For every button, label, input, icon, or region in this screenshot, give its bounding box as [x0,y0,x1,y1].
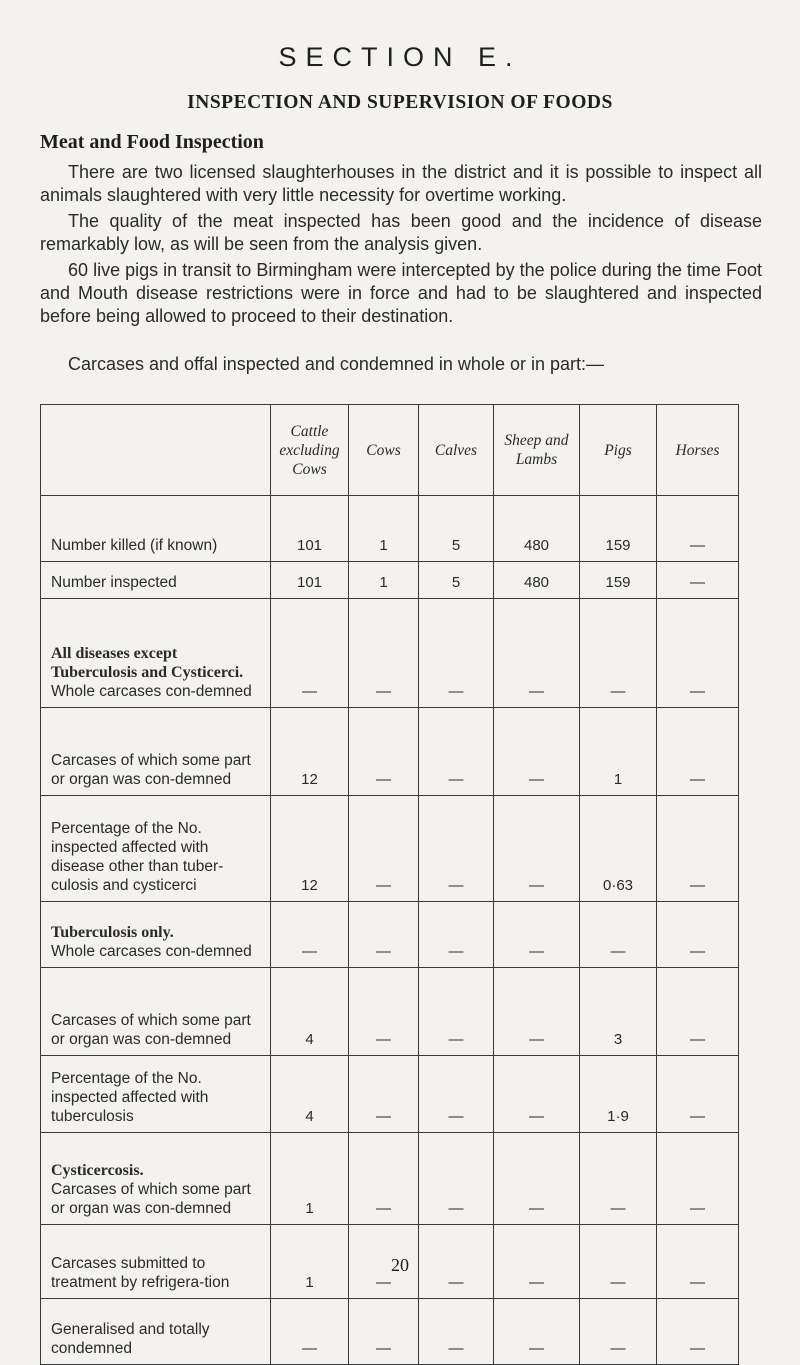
sub-heading: Meat and Food Inspection [40,131,264,153]
row-label-cell [41,796,271,902]
table-row [41,968,739,1056]
row-label-cell [41,902,271,968]
table-row [41,1299,739,1365]
table-body [41,496,739,1365]
value-cell: — [580,1133,657,1225]
row-group-heading: Cysticercosis. [51,1162,144,1179]
row-label-cell [41,968,271,1056]
value-cell: 5 [419,496,494,562]
value-cell: — [419,1299,494,1365]
value-cell: — [494,796,580,902]
value-cell: — [349,1133,419,1225]
value-cell: — [580,1225,657,1299]
value-cell: 5 [419,562,494,599]
row-label: Percentage of the No. inspected affected with tuberculosis [51,1070,209,1125]
value-cell: — [657,562,739,599]
paragraph [40,353,762,376]
row-label: Carcases of which some part or organ was con-demned [51,1012,251,1048]
main-heading: INSPECTION AND SUPERVISION OF FOODS [187,92,613,113]
table-row [41,1056,739,1133]
row-label-cell [41,562,271,599]
row-label-cell [41,1299,271,1365]
value-cell: — [494,1056,580,1133]
value-cell: — [494,902,580,968]
row-label-cell [41,599,271,708]
value-cell: — [349,1299,419,1365]
value-cell: 101 [271,562,349,599]
value-cell: 1 [271,1133,349,1225]
value-cell: — [419,1225,494,1299]
value-cell: 1 [580,708,657,796]
value-cell: 159 [580,496,657,562]
value-cell: 4 [271,968,349,1056]
value-cell: 101 [271,496,349,562]
value-cell: — [419,968,494,1056]
value-cell: — [419,708,494,796]
row-label-cell [41,1056,271,1133]
paragraph [40,259,762,328]
header-cell: Sheep and Lambs [494,405,580,496]
paragraph-text: 60 live pigs in transit to Birmingham were intercepted by the police during the time Foot and Mouth disease restrictions were in force and had to be slaughtered and inspected before being allowed to proceed to their destination. [40,260,762,326]
value-cell: — [494,968,580,1056]
value-cell: — [349,796,419,902]
row-label: Whole carcases con-demned [51,943,252,960]
row-label: Carcases submitted to treatment by refrigera-tion [51,1255,230,1291]
header-cell: Cattle excluding Cows [271,405,349,496]
value-cell: — [580,1299,657,1365]
row-label: Generalised and totally condemned [51,1321,210,1357]
value-cell: — [349,902,419,968]
value-cell: — [657,1133,739,1225]
value-cell: — [657,1299,739,1365]
value-cell: — [657,1056,739,1133]
value-cell: — [494,1225,580,1299]
inspection-table [40,404,739,1365]
value-cell: 3 [580,968,657,1056]
header-cell: Pigs [580,405,657,496]
paragraph-text: There are two licensed slaughterhouses in the district and it is possible to inspect all animals slaughtered with very little necessity for overtime working. [40,162,762,205]
value-cell: 159 [580,562,657,599]
value-cell: 1 [271,1225,349,1299]
table-row [41,562,739,599]
row-label-cell [41,1133,271,1225]
table-row [41,708,739,796]
header-cell: Cows [349,405,419,496]
table-row [41,902,739,968]
value-cell: — [580,599,657,708]
header-cell [41,405,271,496]
value-cell: — [657,599,739,708]
table-row [41,496,739,562]
value-cell: — [349,708,419,796]
paragraph-text: Carcases and offal inspected and condemned in whole or in part:— [68,354,604,374]
row-label: Number inspected [51,574,177,591]
page-number: 20 [391,1255,409,1275]
row-label-cell [41,496,271,562]
value-cell: — [349,599,419,708]
value-cell: 0·63 [580,796,657,902]
table-row [41,1133,739,1225]
value-cell: — [419,1056,494,1133]
value-cell: — [657,1225,739,1299]
value-cell: 12 [271,708,349,796]
table-row [41,796,739,902]
row-label-cell [41,708,271,796]
row-group-heading: All diseases except Tuberculosis and Cysticerci. [51,645,244,681]
paragraph [40,210,762,256]
value-cell: — [419,796,494,902]
value-cell: — [349,1225,419,1299]
row-label: Percentage of the No. inspected affected with disease other than tuber-culosis and cysticerci [51,820,224,894]
value-cell: — [271,1299,349,1365]
value-cell: 480 [494,496,580,562]
value-cell: — [494,1299,580,1365]
value-cell: 4 [271,1056,349,1133]
value-cell: — [494,708,580,796]
row-label: Number killed (if known) [51,537,218,554]
value-cell: — [657,968,739,1056]
value-cell: — [419,902,494,968]
value-cell: — [657,708,739,796]
section-title: SECTION E. [278,42,522,72]
paragraph [40,161,762,207]
paragraph-text: The quality of the meat inspected has been good and the incidence of disease remarkably low, as will be seen from the analysis given. [40,211,762,254]
row-label: Whole carcases con-demned [51,683,252,700]
row-group-heading: Tuberculosis only. [51,924,174,941]
value-cell: — [271,599,349,708]
value-cell: 12 [271,796,349,902]
value-cell: — [657,796,739,902]
value-cell: — [419,1133,494,1225]
value-cell: — [349,968,419,1056]
value-cell: — [657,902,739,968]
header-cell: Horses [657,405,739,496]
value-cell: — [271,902,349,968]
value-cell: — [494,599,580,708]
row-label: Carcases of which some part or organ was con-demned [51,752,251,788]
value-cell: 1 [349,562,419,599]
value-cell: — [657,496,739,562]
value-cell: — [349,1056,419,1133]
value-cell: — [494,1133,580,1225]
value-cell: 1 [349,496,419,562]
value-cell: — [580,902,657,968]
row-label: Carcases of which some part or organ was con-demned [51,1181,251,1217]
table-header-row [41,405,739,496]
value-cell: — [419,599,494,708]
value-cell: 480 [494,562,580,599]
header-cell: Calves [419,405,494,496]
table-row [41,599,739,708]
value-cell: 1·9 [580,1056,657,1133]
